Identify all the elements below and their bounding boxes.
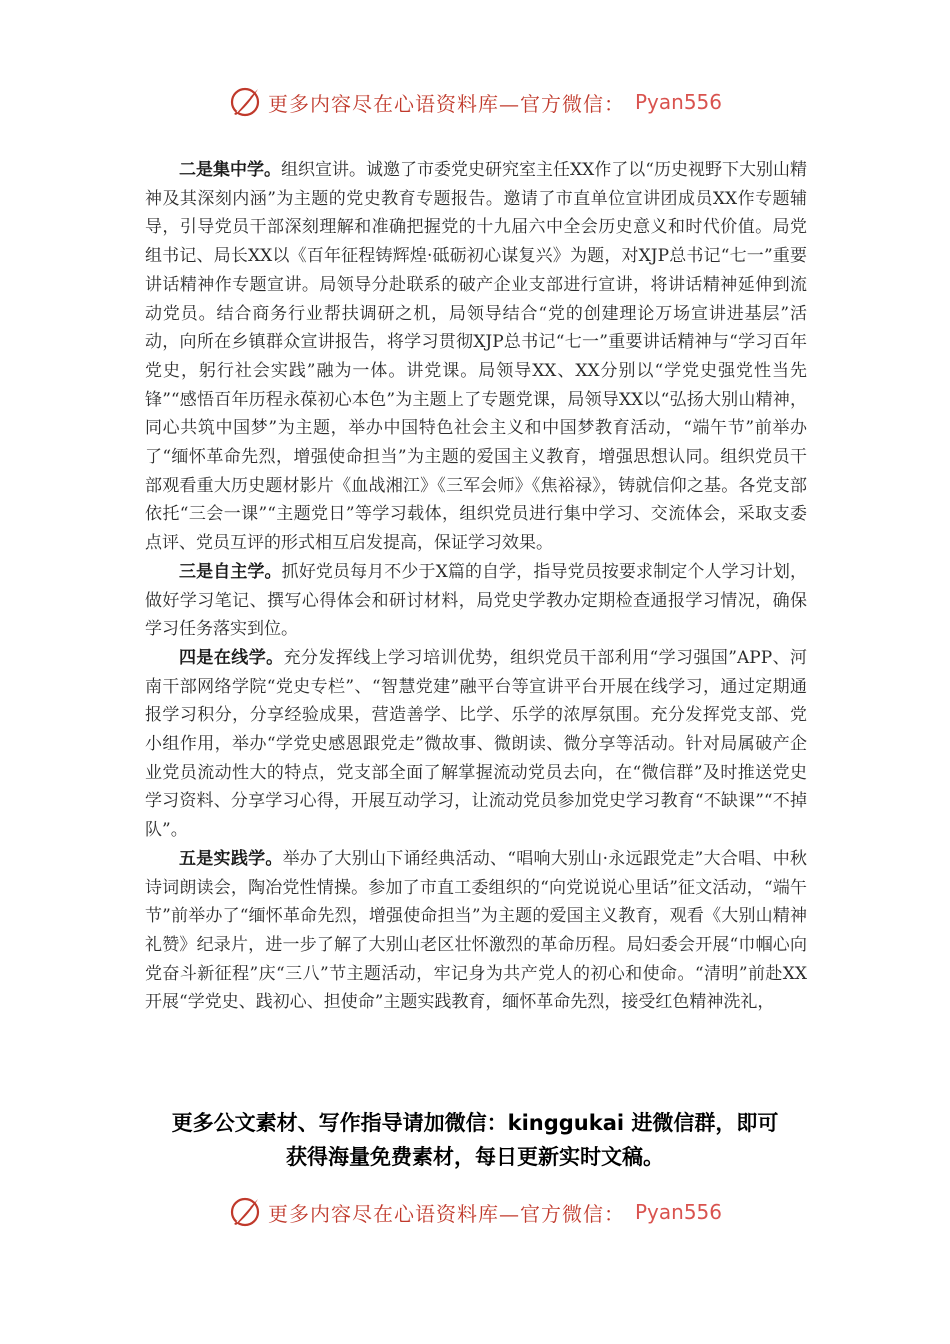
paragraph-concentrated-study [145,156,807,558]
promo-notice-line-2: 获得海量免费素材，每日更新实时文稿。 [286,1145,664,1169]
paragraph-online-study [145,644,807,845]
footer-banner-text: 更多内容尽在心语资料库—官方微信： [267,1201,625,1226]
quill-logo-icon [228,85,262,119]
paragraph-text: 举办了大别山下诵经典活动、“唱响大别山·永远跟党走”大合唱、中秋诗词朗读会，陶冶党性情操。参加了市直工委组织的“向党说说心里话”征文活动，“端午节”前举办了“缅怀革命先烈，增强使命担当”为主题的爱国主义教育，观看《大别山精神礼赞》纪录片，进一步了解了大别山老区壮怀激烈的革命历程。局妇委会开展“巾帼心向党奋斗新征程”庆“三八”节主题活动，牢记身为共产党人的初心和使命。“清明”前赴XX开展“学党史、践初心、担使命”主题实践教育，缅怀革命先烈，接受红色精神洗礼， [145,848,807,1013]
paragraph-text: 充分发挥线上学习培训优势，组织党员干部利用“学习强国”APP、河南干部网络学院“党史专栏”、“智慧党建”融平台等宣讲平台开展在线学习，通过定期通报学习积分，分享经验成果，营造善学、比学、乐学的浓厚氛围。充分发挥党支部、党小组作用，举办“学党史感恩跟党走”微故事、微朗读、微分享等活动。针对局属破产企业党员流动性大的特点，党支部全面了解掌握流动党员去向，在“微信群”及时推送党史学习资料、分享学习心得，开展互动学习，让流动党员参加党史学习教育“不缺课”“不掉队”。 [145,647,807,841]
paragraph-self-study [145,558,807,644]
paragraph-lead: 五是实践学。 [179,848,283,869]
header-banner-text: 更多内容尽在心语资料库—官方微信： [267,91,625,116]
promo-notice [0,1106,950,1174]
document-body [145,156,807,1017]
paragraph-text: 抓好党员每月不少于X篇的自学，指导党员按要求制定个人学习计划，做好学习笔记、撰写心得体会和研讨材料，局党史学教办定期检查通报学习情况，确保学习任务落实到位。 [145,561,807,640]
footer-banner [0,1190,950,1234]
quill-logo-icon [228,1195,262,1229]
paragraph-practice-study [145,845,807,1017]
header-banner-brand: Pyan556 [634,90,722,114]
header-banner [0,80,950,124]
paragraph-lead: 四是在线学。 [179,647,284,668]
paragraph-lead: 三是自主学。 [179,561,282,582]
footer-banner-inner [228,1195,722,1229]
footer-banner-brand: Pyan556 [634,1200,722,1224]
paragraph-lead: 二是集中学。 [179,160,282,180]
promo-notice-line-1: 更多公文素材、写作指导请加微信：kinggukai 进微信群，即可 [171,1111,779,1135]
header-banner-inner [228,85,722,119]
paragraph-text: 组织宣讲。诚邀了市委党史研究室主任XX作了以“历史视野下大别山精神及其深刻内涵”为主题的党史教育专题报告。邀请了市直单位宣讲团成员XX作专题辅导，引导党员干部深刻理解和准确把握党的十九届六中全会历史意义和时代价值。局党组书记、局长XX以《百年征程铸辉煌·砥砺初心谋复兴》为题，对XJP总书记“七一”重要讲话精神作专题宣讲。局领导分赴联系的破产企业支部进行宣讲，将讲话精神延伸到流动党员。结合商务行业帮扶调研之机，局领导结合“党的创建理论万场宣讲进基层”活动，向所在乡镇群众宣讲报告，将学习贯彻XJP总书记“七一”重要讲话精神与“学习百年党史，躬行社会实践”融为一体。讲党课。局领导XX、XX分别以“学党史强党性当先锋”“感悟百年历程永葆初心本色”为主题上了专题党课，局领导XX以“弘扬大别山精神，同心共筑中国梦”为主题，举办中国特色社会主义和中国梦教育活动，“端午节”前举办了“缅怀革命先烈，增强使命担当”为主题的爱国主义教育，增强思想认同。组织党员干部观看重大历史题材影片《血战湘江》《三军会师》《焦裕禄》，铸就信仰之基。各党支部依托“三会一课”“主题党日”等学习载体，组织党员进行集中学习、交流体会，采取支委点评、党员互评的形式相互启发提高，保证学习效果。 [145,160,807,554]
